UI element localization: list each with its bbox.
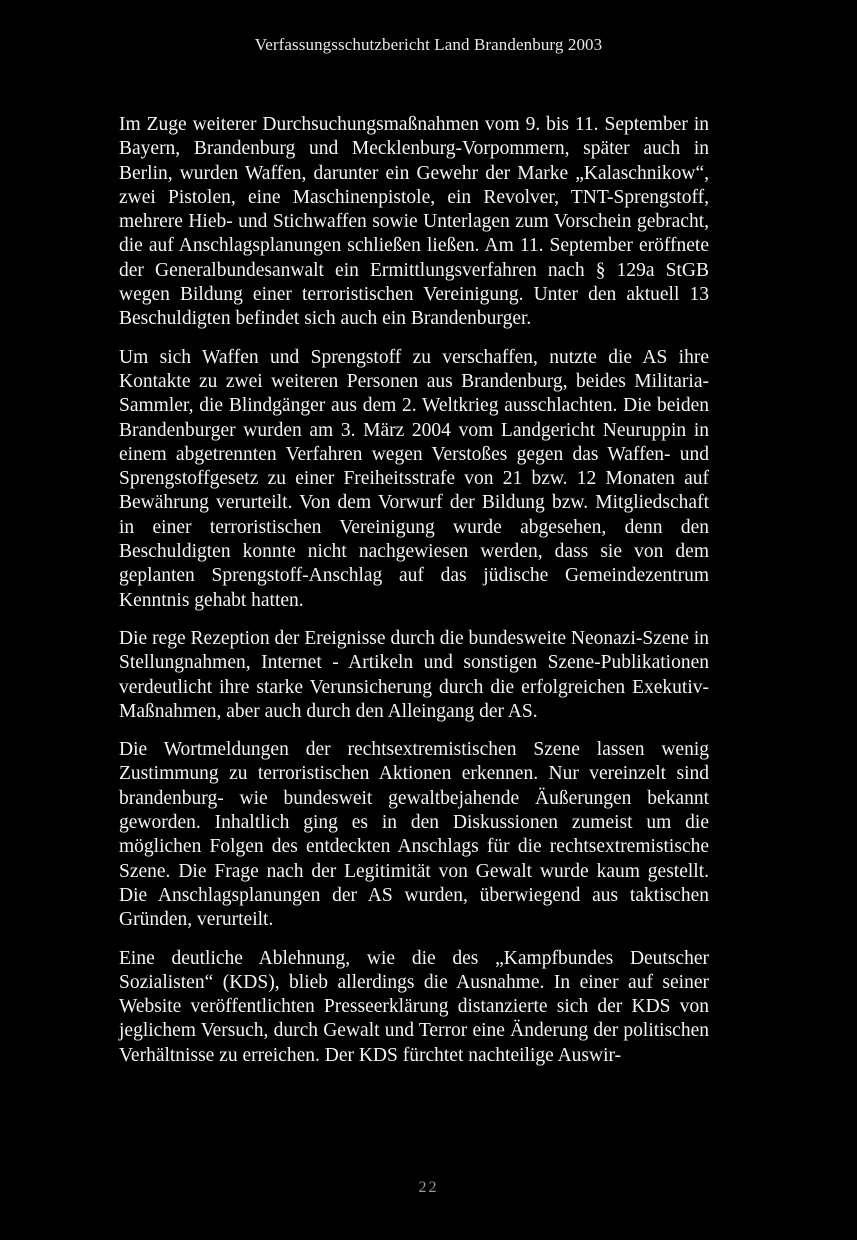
paragraph-4: Die Wortmeldungen der rechtsextremistischen Szene lassen wenig Zustimmung zu terroristischen Aktionen erkennen. Nur vereinzelt sind brandenburg- wie bundesweit gewaltbejahende Äußerungen bekannt geworden. Inhaltlich ging es in den Diskussionen zumeist um die möglichen Folgen des entdeckten Anschlags für die rechtsextremistische Szene. Die Frage nach der Legitimität von Gewalt wurde kaum gestellt. Die Anschlagsplanungen der AS wurden, überwiegend aus taktischen Gründen, verurteilt. bbox=[119, 739, 709, 931]
paragraph-5: Eine deutliche Ablehnung, wie die des „Kampfbundes Deutscher Sozialisten“ (KDS), blieb allerdings die Ausnahme. In einer auf seiner Website veröffentlichten Presseerklärung distanzierte sich der KDS von jeglichem Versuch, durch Gewalt und Terror eine Änderung der politischen Verhältnisse zu erreichen. Der KDS fürchtet nachteilige Auswir- bbox=[119, 947, 709, 1066]
body-text bbox=[119, 113, 709, 1082]
paragraph-3: Die rege Rezeption der Ereignisse durch die bundesweite Neonazi-Szene in Stellungnahmen, Internet - Artikeln und sonstigen Szene-Publikationen verdeutlicht ihre starke Verunsicherung durch die erfolgreichen Exekutiv-Maßnahmen, aber auch durch den Alleingang der AS. bbox=[119, 627, 709, 722]
paragraph-2: Um sich Waffen und Sprengstoff zu verschaffen, nutzte die AS ihre Kontakte zu zwei weiteren Personen aus Brandenburg, beides Militaria-Sammler, die Blindgänger aus dem 2. Weltkrieg ausschlachten. Die beiden Brandenburger wurden am 3. März 2004 vom Landgericht Neuruppin in einem abgetrennten Verfahren wegen Verstoßes gegen das Waffen- und Sprengstoffgesetz zu einer Freiheitsstrafe von 21 bzw. 12 Monaten auf Bewährung verurteilt. Von dem Vorwurf der Bildung bzw. Mitgliedschaft in einer terroristischen Vereinigung wurde abgesehen, denn den Beschuldigten konnte nicht nachgewiesen werden, dass sie von dem geplanten Sprengstoff-Anschlag auf das jüdische Gemeindezentrum Kenntnis gehabt hatten. bbox=[119, 346, 709, 611]
running-header: Verfassungsschutzbericht Land Brandenburg 2003 bbox=[254, 35, 603, 54]
paragraph-1: Im Zuge weiterer Durchsuchungsmaßnahmen vom 9. bis 11. September in Bayern, Brandenburg und Mecklenburg-Vorpommern, später auch in Berlin, wurden Waffen, darunter ein Gewehr der Marke „Kalaschnikow“, zwei Pistolen, eine Maschinenpistole, ein Revolver, TNT-Sprengstoff, mehrere Hieb- und Stichwaffen sowie Unterlagen zum Vorschein gebracht, die auf Anschlagsplanungen schließen ließen. Am 11. September eröffnete der Generalbundesanwalt ein Ermittlungsverfahren nach § 129a StGB wegen Bildung einer terroristischen Vereinigung. Unter den aktuell 13 Beschuldigten befindet sich auch ein Brandenburger. bbox=[119, 114, 709, 330]
page-number: 22 bbox=[418, 1179, 439, 1196]
